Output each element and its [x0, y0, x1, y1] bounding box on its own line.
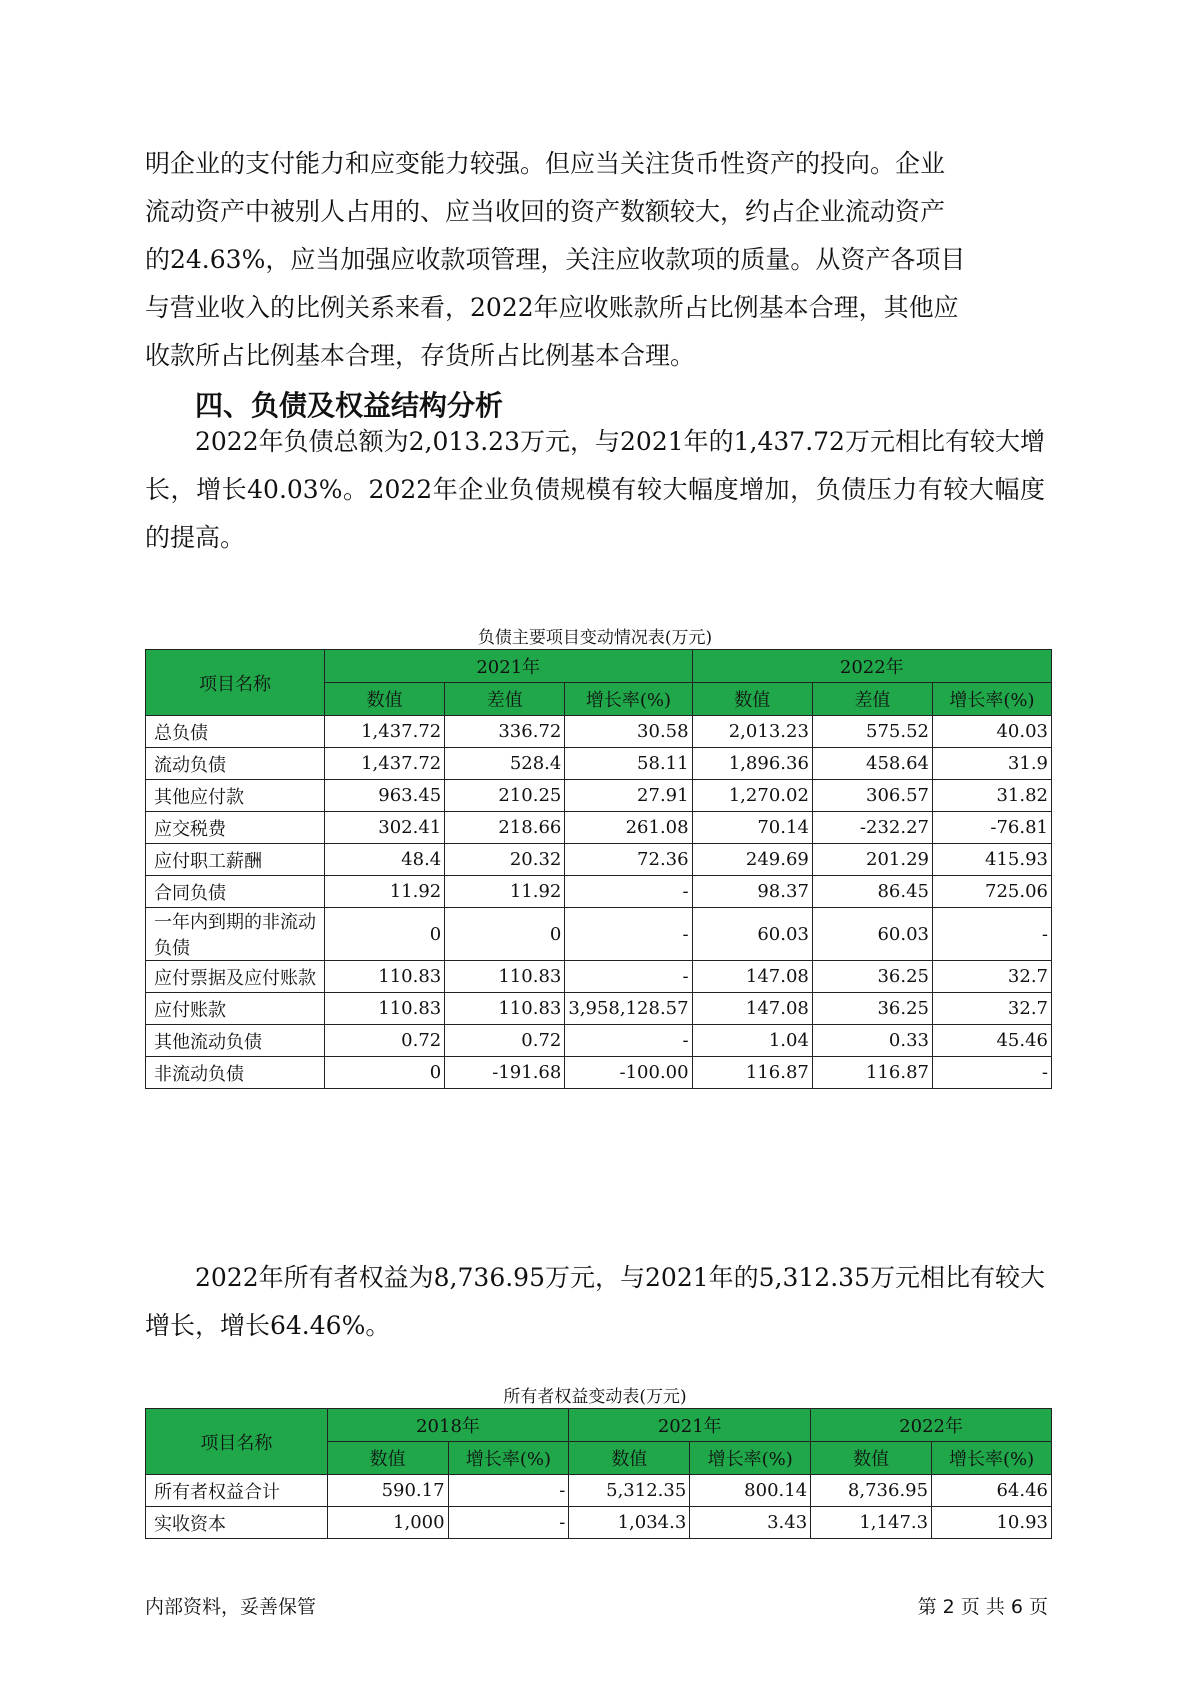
table-cell: 72.36 [565, 844, 692, 876]
row-label: 合同负债 [146, 876, 325, 908]
table-cell: 11.92 [445, 876, 565, 908]
intro-line: 与营业收入的比例关系来看，2022年应收账款所占比例基本合理，其他应 [145, 293, 959, 322]
table-cell: 0.72 [324, 1025, 444, 1057]
table-cell: 302.41 [324, 812, 444, 844]
sub-header: 增长率(%) [932, 1442, 1052, 1475]
intro-line: 的24.63%，应当加强应收款项管理，关注应收款项的质量。从资产各项目 [145, 245, 966, 274]
table-cell: -191.68 [445, 1057, 565, 1089]
table-cell: 48.4 [324, 844, 444, 876]
table-cell: -100.00 [565, 1057, 692, 1089]
table-cell: - [565, 1025, 692, 1057]
table-cell: 147.08 [692, 993, 812, 1025]
table-cell: - [565, 961, 692, 993]
table-cell: 30.58 [565, 716, 692, 748]
row-label: 一年内到期的非流动负债 [146, 908, 325, 961]
sub-header: 增长率(%) [448, 1442, 569, 1475]
table-cell: 32.7 [932, 993, 1051, 1025]
name-header: 项目名称 [146, 1409, 328, 1475]
table-cell: 0.33 [812, 1025, 932, 1057]
table-cell: 1.04 [692, 1025, 812, 1057]
table-cell: 528.4 [445, 748, 565, 780]
table-cell: 3,958,128.57 [565, 993, 692, 1025]
table-cell: 963.45 [324, 780, 444, 812]
table-cell: 725.06 [932, 876, 1051, 908]
table-cell: 31.9 [932, 748, 1051, 780]
table-cell: 60.03 [692, 908, 812, 961]
name-header: 项目名称 [146, 650, 325, 716]
liability-table [145, 649, 1052, 1089]
table-cell: 201.29 [812, 844, 932, 876]
row-label: 流动负债 [146, 748, 325, 780]
table-cell: 31.82 [932, 780, 1051, 812]
table-cell: 110.83 [445, 961, 565, 993]
sub-header: 数值 [324, 683, 444, 716]
table-cell: 98.37 [692, 876, 812, 908]
table-row [146, 1057, 1052, 1089]
table-row [146, 812, 1052, 844]
table-cell: 0 [324, 908, 444, 961]
sub-header: 增长率(%) [932, 683, 1051, 716]
intro-paragraph [145, 140, 1045, 380]
table-cell: 1,270.02 [692, 780, 812, 812]
row-label: 应付职工薪酬 [146, 844, 325, 876]
table-cell: 147.08 [692, 961, 812, 993]
table-cell: 458.64 [812, 748, 932, 780]
row-label: 应交税费 [146, 812, 325, 844]
table-cell: 3.43 [690, 1507, 811, 1539]
table-cell: 10.93 [932, 1507, 1052, 1539]
footer-left: 内部资料，妥善保管 [145, 1596, 317, 1618]
table-cell: 27.91 [565, 780, 692, 812]
year-header: 2021年 [324, 650, 692, 683]
equity-table-caption: 所有者权益变动表(万元) [503, 1387, 687, 1407]
table-cell: -232.27 [812, 812, 932, 844]
table-cell: 590.17 [327, 1475, 448, 1507]
table-cell: 1,000 [327, 1507, 448, 1539]
table-cell: 1,437.72 [324, 748, 444, 780]
table-cell: 116.87 [692, 1057, 812, 1089]
table-cell: 336.72 [445, 716, 565, 748]
table-cell: 2,013.23 [692, 716, 812, 748]
intro-line: 明企业的支付能力和应变能力较强。但应当关注货币性资产的投向。企业 [145, 149, 946, 178]
table-row [146, 780, 1052, 812]
table-row [146, 716, 1052, 748]
table-cell: 40.03 [932, 716, 1051, 748]
sub-header: 增长率(%) [690, 1442, 811, 1475]
table-row [146, 748, 1052, 780]
table-cell: 1,147.3 [811, 1507, 932, 1539]
table-cell: - [565, 876, 692, 908]
sub-header: 数值 [692, 683, 812, 716]
row-label: 其他应付款 [146, 780, 325, 812]
table-cell: 64.46 [932, 1475, 1052, 1507]
sub-header: 差值 [445, 683, 565, 716]
table-cell: 0 [445, 908, 565, 961]
year-header: 2021年 [569, 1409, 811, 1442]
table-cell: 110.83 [324, 961, 444, 993]
liability-paragraph: 2022年负债总额为2,013.23万元，与2021年的1,437.72万元相比有较大增长，增长40.03%。2022年企业负债规模有较大幅度增加，负债压力有较大幅度的提高。 [145, 427, 1045, 552]
equity-table [145, 1408, 1052, 1539]
sub-header: 数值 [569, 1442, 690, 1475]
table-cell: 60.03 [812, 908, 932, 961]
table-cell: 11.92 [324, 876, 444, 908]
table-cell: 36.25 [812, 961, 932, 993]
table-cell: 1,896.36 [692, 748, 812, 780]
table-row [146, 1025, 1052, 1057]
table-row [146, 876, 1052, 908]
table-row [146, 993, 1052, 1025]
table-cell: 306.57 [812, 780, 932, 812]
row-label: 实收资本 [146, 1507, 328, 1539]
table-cell: - [565, 908, 692, 961]
table-cell: 210.25 [445, 780, 565, 812]
footer-page-number: 第 2 页 共 6 页 [917, 1596, 1048, 1618]
intro-line: 流动资产中被别人占用的、应当收回的资产数额较大，约占企业流动资产 [145, 197, 946, 226]
table-cell: 800.14 [690, 1475, 811, 1507]
sub-header: 差值 [812, 683, 932, 716]
table-cell: 1,437.72 [324, 716, 444, 748]
sub-header: 增长率(%) [565, 683, 692, 716]
liability-table-caption: 负债主要项目变动情况表(万元) [477, 628, 713, 648]
table-cell: 261.08 [565, 812, 692, 844]
table-cell: 20.32 [445, 844, 565, 876]
year-header: 2022年 [692, 650, 1051, 683]
table-cell: - [932, 908, 1051, 961]
table-cell: 110.83 [324, 993, 444, 1025]
table-cell: 86.45 [812, 876, 932, 908]
row-label: 总负债 [146, 716, 325, 748]
table-cell: 110.83 [445, 993, 565, 1025]
table-cell: 8,736.95 [811, 1475, 932, 1507]
equity-paragraph: 2022年所有者权益为8,736.95万元，与2021年的5,312.35万元相比有较大增长，增长64.46%。 [145, 1263, 1045, 1340]
row-label: 其他流动负债 [146, 1025, 325, 1057]
table-row [146, 908, 1052, 961]
table-cell: 36.25 [812, 993, 932, 1025]
year-header: 2018年 [327, 1409, 569, 1442]
table-cell: 0 [324, 1057, 444, 1089]
table-cell: -76.81 [932, 812, 1051, 844]
table-cell: 575.52 [812, 716, 932, 748]
table-row [146, 1507, 1052, 1539]
table-cell: - [932, 1057, 1051, 1089]
year-header: 2022年 [811, 1409, 1052, 1442]
table-cell: 0.72 [445, 1025, 565, 1057]
intro-line: 收款所占比例基本合理，存货所占比例基本合理。 [145, 341, 696, 370]
table-cell: 5,312.35 [569, 1475, 690, 1507]
sub-header: 数值 [811, 1442, 932, 1475]
table-cell: - [448, 1475, 569, 1507]
table-cell: 70.14 [692, 812, 812, 844]
row-label: 所有者权益合计 [146, 1475, 328, 1507]
table-cell: 116.87 [812, 1057, 932, 1089]
row-label: 非流动负债 [146, 1057, 325, 1089]
table-cell: - [448, 1507, 569, 1539]
row-label: 应付票据及应付账款 [146, 961, 325, 993]
sub-header: 数值 [327, 1442, 448, 1475]
table-row [146, 961, 1052, 993]
table-cell: 1,034.3 [569, 1507, 690, 1539]
row-label: 应付账款 [146, 993, 325, 1025]
table-row [146, 844, 1052, 876]
table-cell: 58.11 [565, 748, 692, 780]
section-heading: 四、负债及权益结构分析 [195, 389, 504, 422]
table-row [146, 1475, 1052, 1507]
table-cell: 45.46 [932, 1025, 1051, 1057]
table-cell: 32.7 [932, 961, 1051, 993]
table-cell: 249.69 [692, 844, 812, 876]
table-cell: 415.93 [932, 844, 1051, 876]
table-cell: 218.66 [445, 812, 565, 844]
